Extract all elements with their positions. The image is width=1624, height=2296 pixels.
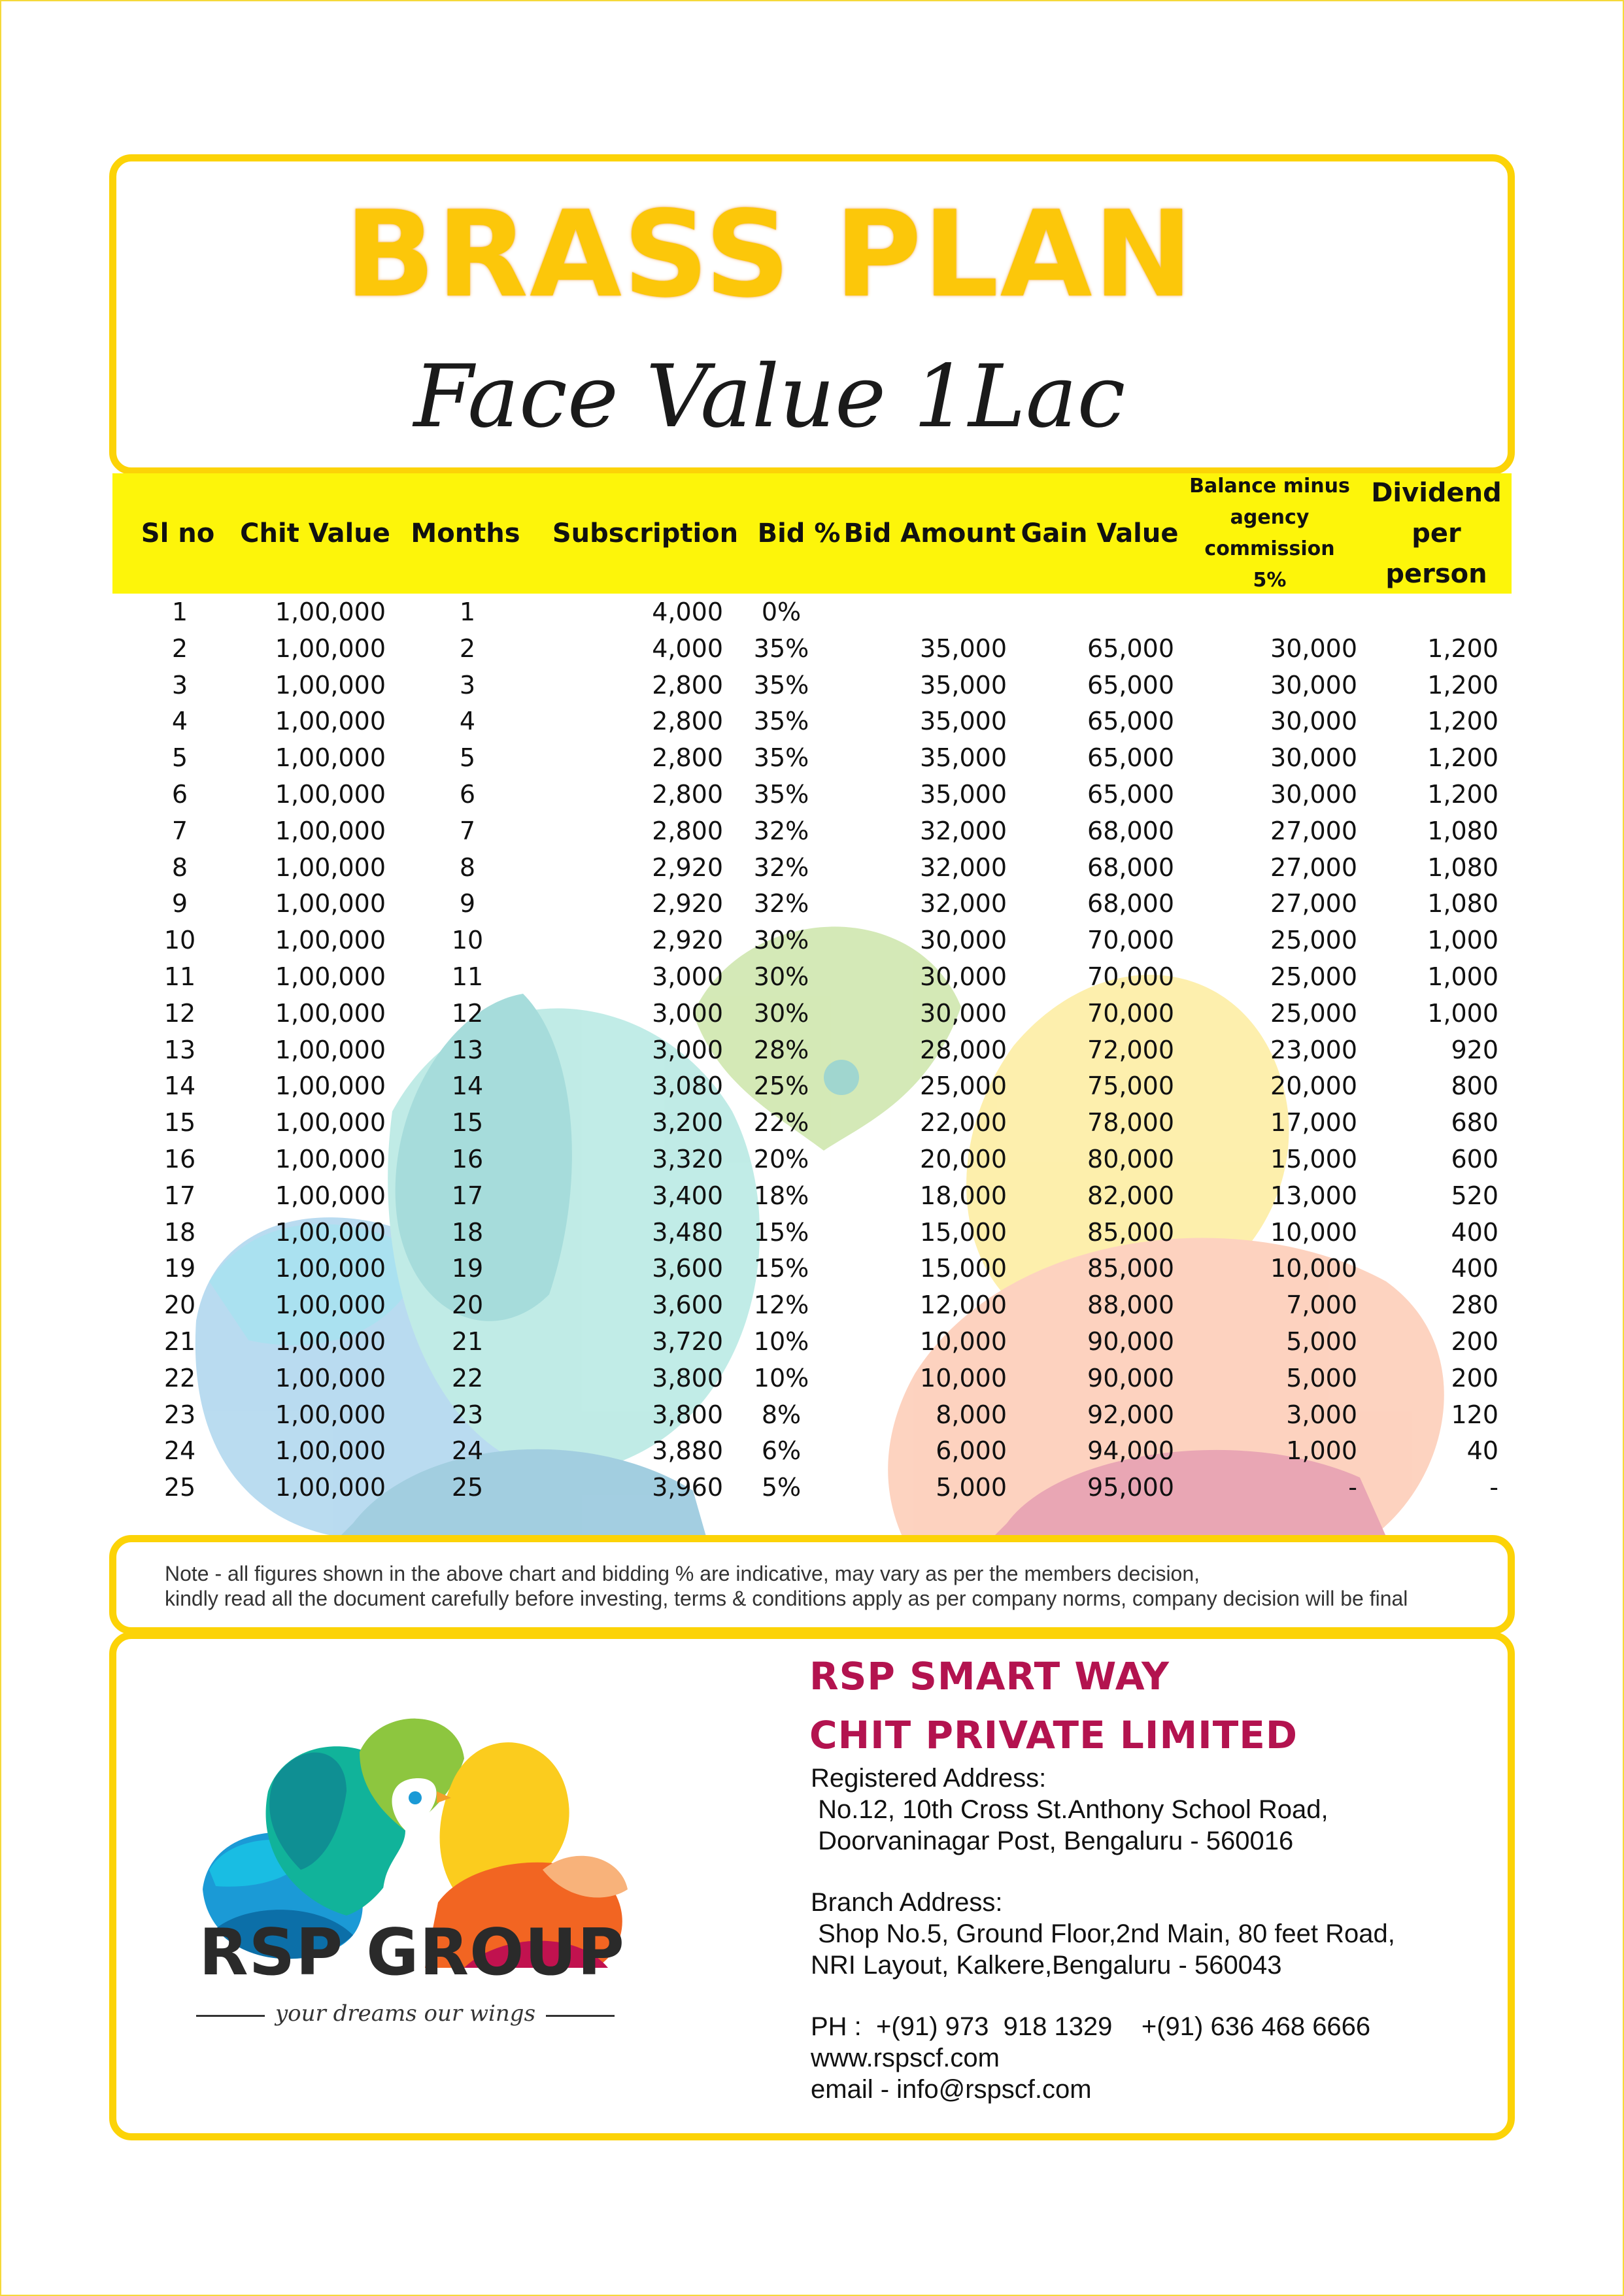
cell-bid-percent: 30% — [753, 926, 809, 955]
cell-gain-value: 90,000 — [1087, 1327, 1174, 1356]
cell-gain-value: 65,000 — [1087, 707, 1174, 736]
cell-sl-no: 16 — [163, 1145, 196, 1173]
table-row — [0, 1104, 1624, 1141]
cell-gain-value: 92,000 — [1087, 1400, 1174, 1429]
cell-months: 8 — [459, 853, 476, 882]
cell-bid-amount: 8,000 — [936, 1400, 1007, 1429]
cell-bid-amount: 32,000 — [920, 853, 1007, 882]
cell-bid-percent: 10% — [753, 1363, 809, 1393]
cell-sl-no: 15 — [163, 1108, 196, 1138]
website-link[interactable]: www.rspscf.com — [811, 2044, 1000, 2072]
cell-bid-amount: 25,000 — [920, 1072, 1007, 1101]
table-row — [0, 1469, 1624, 1506]
registered-address-line1: No.12, 10th Cross St.Anthony School Road, — [811, 1795, 1328, 1824]
logo-tagline-row — [196, 2001, 615, 2040]
cell-bid-percent: 5% — [761, 1473, 802, 1502]
cell-balance: 20,000 — [1270, 1072, 1357, 1101]
cell-dividend: 1,200 — [1427, 707, 1498, 736]
header-balance — [1185, 473, 1355, 594]
cell-chit-value: 1,00,000 — [275, 1436, 386, 1466]
cell-chit-value: 1,00,000 — [275, 816, 386, 845]
cell-chit-value: 1,00,000 — [275, 633, 386, 663]
cell-months: 16 — [451, 1145, 484, 1173]
note-line-2: kindly read all the document carefully before investing, terms & conditions apply as per company norms, company decision will be final — [165, 1587, 1408, 1610]
cell-bid-amount: 30,000 — [920, 998, 1007, 1028]
cell-months: 20 — [451, 1291, 484, 1320]
cell-subscription: 3,880 — [652, 1436, 723, 1466]
cell-gain-value: 70,000 — [1087, 962, 1174, 991]
cell-chit-value: 1,00,000 — [275, 1291, 386, 1320]
header-balance-line2: agency — [1230, 506, 1310, 529]
cell-sl-no: 8 — [171, 853, 188, 882]
cell-bid-percent: 10% — [753, 1327, 809, 1356]
cell-bid-amount: 35,000 — [920, 633, 1007, 663]
cell-sl-no: 3 — [171, 670, 188, 700]
cell-chit-value: 1,00,000 — [275, 1072, 386, 1101]
cell-sl-no: 6 — [171, 780, 188, 809]
phone-numbers: PH : +(91) 973 918 1329 +(91) 636 468 6666 — [811, 2012, 1371, 2041]
cell-sl-no: 4 — [171, 707, 188, 736]
cell-chit-value: 1,00,000 — [275, 707, 386, 736]
cell-subscription: 3,000 — [652, 962, 723, 991]
cell-gain-value: 65,000 — [1087, 743, 1174, 773]
cell-months: 7 — [459, 816, 476, 845]
table-row — [0, 1432, 1624, 1469]
cell-gain-value: 85,000 — [1087, 1217, 1174, 1247]
cell-months: 10 — [451, 926, 484, 955]
cell-sl-no: 23 — [163, 1400, 196, 1429]
cell-dividend: 1,200 — [1427, 633, 1498, 663]
table-header — [112, 473, 1512, 594]
cell-dividend: 1,000 — [1427, 962, 1498, 991]
cell-gain-value: 68,000 — [1087, 889, 1174, 919]
cell-dividend: 40 — [1466, 1436, 1498, 1466]
cell-bid-percent: 32% — [753, 816, 809, 845]
cell-subscription: 3,000 — [652, 1035, 723, 1064]
cell-balance — [1223, 594, 1357, 630]
cell-chit-value: 1,00,000 — [275, 1363, 386, 1393]
cell-gain-value: 82,000 — [1087, 1181, 1174, 1210]
cell-balance: 23,000 — [1270, 1035, 1357, 1064]
cell-months: 9 — [459, 889, 476, 919]
header-chit-value: Chit Value — [240, 518, 390, 549]
cell-bid-percent: 32% — [753, 853, 809, 882]
cell-chit-value: 1,00,000 — [275, 1217, 386, 1247]
cell-chit-value: 1,00,000 — [275, 1181, 386, 1210]
cell-balance: 30,000 — [1270, 743, 1357, 773]
cell-balance: 27,000 — [1270, 889, 1357, 919]
header-bid-percent: Bid % — [757, 518, 841, 549]
cell-dividend: 400 — [1451, 1217, 1498, 1247]
cell-months: 15 — [451, 1108, 484, 1138]
cell-balance: 25,000 — [1270, 998, 1357, 1028]
cell-chit-value: 1,00,000 — [275, 1473, 386, 1502]
table-row — [0, 1287, 1624, 1323]
cell-chit-value: 1,00,000 — [275, 743, 386, 773]
cell-balance: 3,000 — [1286, 1400, 1357, 1429]
cell-dividend: 1,080 — [1427, 889, 1498, 919]
cell-sl-no: 9 — [171, 889, 188, 919]
cell-bid-percent: 30% — [753, 998, 809, 1028]
cell-subscription: 3,800 — [652, 1400, 723, 1429]
cell-sl-no: 18 — [163, 1217, 196, 1247]
cell-subscription: 2,800 — [652, 743, 723, 773]
cell-bid-percent: 35% — [753, 780, 809, 809]
cell-subscription: 2,800 — [652, 780, 723, 809]
cell-balance: 10,000 — [1270, 1254, 1357, 1283]
cell-chit-value: 1,00,000 — [275, 598, 386, 626]
cell-months: 25 — [451, 1473, 484, 1502]
cell-bid-percent: 15% — [753, 1217, 809, 1247]
cell-bid-amount: 5,000 — [936, 1473, 1007, 1502]
cell-subscription: 3,600 — [652, 1291, 723, 1320]
cell-dividend: 1,080 — [1427, 853, 1498, 882]
cell-bid-percent: 15% — [753, 1254, 809, 1283]
cell-bid-amount: 35,000 — [920, 670, 1007, 700]
cell-subscription: 3,960 — [652, 1473, 723, 1502]
cell-months: 3 — [459, 670, 476, 700]
cell-balance: 30,000 — [1270, 780, 1357, 809]
cell-bid-amount: 10,000 — [920, 1363, 1007, 1393]
cell-gain-value: 70,000 — [1087, 998, 1174, 1028]
disclaimer-note — [165, 1561, 1485, 1611]
cell-months: 24 — [451, 1436, 484, 1466]
cell-gain-value: 68,000 — [1087, 853, 1174, 882]
table-row — [0, 1032, 1624, 1068]
tagline-rule-left — [196, 2015, 265, 2017]
table-row — [0, 849, 1624, 886]
cell-bid-percent: 20% — [753, 1145, 809, 1173]
cell-balance: 17,000 — [1270, 1108, 1357, 1138]
cell-months: 6 — [459, 780, 476, 809]
cell-chit-value: 1,00,000 — [275, 1327, 386, 1356]
table-row — [0, 922, 1624, 958]
cell-bid-amount: 35,000 — [920, 743, 1007, 773]
cell-sl-no: 25 — [163, 1473, 196, 1502]
cell-gain-value: 88,000 — [1087, 1291, 1174, 1320]
table-row — [0, 1323, 1624, 1360]
cell-balance: 25,000 — [1270, 926, 1357, 955]
cell-gain-value: 65,000 — [1087, 670, 1174, 700]
cell-months: 4 — [459, 707, 476, 736]
branch-address-line2: NRI Layout, Kalkere,Bengaluru - 560043 — [811, 1951, 1282, 1980]
cell-chit-value: 1,00,000 — [275, 1035, 386, 1064]
cell-dividend: 1,000 — [1427, 926, 1498, 955]
cell-gain-value: 65,000 — [1087, 633, 1174, 663]
cell-subscription: 3,800 — [652, 1363, 723, 1393]
cell-sl-no: 14 — [163, 1072, 196, 1101]
cell-subscription: 2,920 — [652, 926, 723, 955]
cell-dividend: 520 — [1451, 1181, 1498, 1210]
cell-balance: 15,000 — [1270, 1145, 1357, 1173]
cell-dividend: 1,200 — [1427, 743, 1498, 773]
cell-bid-percent: 8% — [761, 1400, 802, 1429]
cell-sl-no: 19 — [163, 1254, 196, 1283]
cell-chit-value: 1,00,000 — [275, 889, 386, 919]
table-row — [0, 1396, 1624, 1433]
cell-dividend: 800 — [1451, 1072, 1498, 1101]
table-row — [0, 958, 1624, 995]
cell-balance: 13,000 — [1270, 1181, 1357, 1210]
plan-title: BRASS PLAN — [345, 185, 1194, 324]
cell-chit-value: 1,00,000 — [275, 998, 386, 1028]
branch-address-line1: Shop No.5, Ground Floor,2nd Main, 80 feet Road, — [811, 1919, 1395, 1948]
cell-dividend: 600 — [1451, 1145, 1498, 1173]
cell-gain-value: 95,000 — [1087, 1473, 1174, 1502]
cell-sl-no: 22 — [163, 1363, 196, 1393]
cell-bid-percent: 6% — [761, 1436, 802, 1466]
cell-bid-amount: 15,000 — [920, 1217, 1007, 1247]
cell-months: 19 — [451, 1254, 484, 1283]
cell-months: 18 — [451, 1217, 484, 1247]
table-row — [0, 1250, 1624, 1287]
cell-balance: 30,000 — [1270, 670, 1357, 700]
cell-bid-percent: 22% — [753, 1108, 809, 1138]
cell-bid-amount: 35,000 — [920, 707, 1007, 736]
cell-gain-value: 94,000 — [1087, 1436, 1174, 1466]
face-value-subtitle: Face Value 1Lac — [413, 346, 1126, 447]
cell-sl-no: 17 — [163, 1181, 196, 1210]
cell-subscription: 4,000 — [652, 598, 723, 626]
header-dividend-line3: person — [1385, 559, 1487, 589]
cell-subscription: 3,720 — [652, 1327, 723, 1356]
cell-balance: 27,000 — [1270, 816, 1357, 845]
cell-gain-value: 90,000 — [1087, 1363, 1174, 1393]
cell-chit-value: 1,00,000 — [275, 1145, 386, 1173]
cell-dividend: - — [1489, 1473, 1498, 1502]
cell-chit-value: 1,00,000 — [275, 1108, 386, 1138]
table-row — [0, 813, 1624, 849]
cell-months: 5 — [459, 743, 476, 773]
cell-bid-amount — [876, 594, 1007, 630]
cell-balance: 25,000 — [1270, 962, 1357, 991]
cell-dividend: 920 — [1451, 1035, 1498, 1064]
cell-sl-no: 21 — [163, 1327, 196, 1356]
cell-sl-no: 10 — [163, 926, 196, 955]
email-link[interactable]: email - info@rspscf.com — [811, 2075, 1092, 2104]
header-months: Months — [411, 518, 520, 549]
cell-gain-value: 78,000 — [1087, 1108, 1174, 1138]
header-bid-amount: Bid Amount — [843, 518, 1016, 549]
table-row — [0, 1360, 1624, 1396]
cell-bid-percent: 0% — [761, 598, 802, 626]
cell-gain-value: 80,000 — [1087, 1145, 1174, 1173]
cell-bid-amount: 30,000 — [920, 926, 1007, 955]
table-row — [0, 594, 1624, 630]
cell-subscription: 3,600 — [652, 1254, 723, 1283]
cell-chit-value: 1,00,000 — [275, 853, 386, 882]
cell-gain-value: 65,000 — [1087, 780, 1174, 809]
cell-bid-percent: 35% — [753, 670, 809, 700]
cell-dividend: 1,080 — [1427, 816, 1498, 845]
registered-address-label: Registered Address: — [811, 1764, 1047, 1793]
table-row — [0, 885, 1624, 922]
cell-gain-value: 85,000 — [1087, 1254, 1174, 1283]
cell-months: 14 — [451, 1072, 484, 1101]
table-row — [0, 1177, 1624, 1214]
cell-bid-amount: 6,000 — [936, 1436, 1007, 1466]
cell-dividend: 280 — [1451, 1291, 1498, 1320]
table-row — [0, 1141, 1624, 1177]
cell-chit-value: 1,00,000 — [275, 1254, 386, 1283]
header-dividend-line2: per — [1412, 518, 1461, 549]
header-subscription: Subscription — [552, 518, 739, 549]
table-row — [0, 995, 1624, 1032]
table-row — [0, 776, 1624, 813]
cell-months: 12 — [451, 998, 484, 1028]
logo-wordmark: RSP GROUP — [199, 1916, 625, 1990]
cell-bid-amount: 28,000 — [920, 1035, 1007, 1064]
cell-bid-percent: 35% — [753, 633, 809, 663]
table-row — [0, 667, 1624, 703]
cell-bid-amount: 15,000 — [920, 1254, 1007, 1283]
cell-dividend: 680 — [1451, 1108, 1498, 1138]
cell-subscription: 3,320 — [652, 1145, 723, 1173]
cell-bid-amount: 18,000 — [920, 1181, 1007, 1210]
cell-months: 21 — [451, 1327, 484, 1356]
table-row — [0, 1214, 1624, 1251]
cell-months: 22 — [451, 1363, 484, 1393]
cell-bid-percent: 32% — [753, 889, 809, 919]
cell-months: 13 — [451, 1035, 484, 1064]
cell-gain-value: 70,000 — [1087, 926, 1174, 955]
cell-months: 23 — [451, 1400, 484, 1429]
header-dividend — [1368, 473, 1505, 594]
cell-bid-amount: 30,000 — [920, 962, 1007, 991]
cell-gain-value: 75,000 — [1087, 1072, 1174, 1101]
cell-chit-value: 1,00,000 — [275, 926, 386, 955]
cell-subscription: 3,080 — [652, 1072, 723, 1101]
table-row — [0, 630, 1624, 667]
cell-months: 2 — [459, 633, 476, 663]
cell-subscription: 2,920 — [652, 853, 723, 882]
cell-balance: 27,000 — [1270, 853, 1357, 882]
cell-chit-value: 1,00,000 — [275, 1400, 386, 1429]
cell-sl-no: 12 — [163, 998, 196, 1028]
cell-balance: 30,000 — [1270, 707, 1357, 736]
cell-chit-value: 1,00,000 — [275, 670, 386, 700]
cell-balance: - — [1348, 1473, 1357, 1502]
cell-sl-no: 20 — [163, 1291, 196, 1320]
cell-sl-no: 11 — [163, 962, 196, 991]
cell-bid-percent: 25% — [753, 1072, 809, 1101]
company-name-line1: RSP SMART WAY — [809, 1654, 1170, 1698]
header-gain-value: Gain Value — [1021, 518, 1179, 549]
cell-balance: 5,000 — [1286, 1327, 1357, 1356]
cell-dividend: 1,000 — [1427, 998, 1498, 1028]
cell-balance: 30,000 — [1270, 633, 1357, 663]
cell-sl-no: 1 — [171, 598, 188, 626]
cell-dividend: 200 — [1451, 1327, 1498, 1356]
header-balance-line1: Balance minus — [1189, 475, 1350, 498]
cell-dividend: 1,200 — [1427, 780, 1498, 809]
note-line-1: Note - all figures shown in the above chart and bidding % are indicative, may vary as per the members decision, — [165, 1562, 1200, 1585]
cell-subscription: 3,200 — [652, 1108, 723, 1138]
header-sl-no: Sl no — [141, 518, 215, 549]
table-row — [0, 1068, 1624, 1104]
cell-chit-value: 1,00,000 — [275, 962, 386, 991]
cell-subscription: 4,000 — [652, 633, 723, 663]
cell-bid-percent: 18% — [753, 1181, 809, 1210]
cell-sl-no: 5 — [171, 743, 188, 773]
cell-gain-value: 72,000 — [1087, 1035, 1174, 1064]
cell-bid-amount: 32,000 — [920, 889, 1007, 919]
logo-tagline: your dreams our wings — [275, 2001, 536, 2027]
cell-sl-no: 24 — [163, 1436, 196, 1466]
cell-bid-percent: 35% — [753, 743, 809, 773]
cell-sl-no: 13 — [163, 1035, 196, 1064]
cell-bid-amount: 22,000 — [920, 1108, 1007, 1138]
cell-subscription: 3,000 — [652, 998, 723, 1028]
cell-bid-amount: 10,000 — [920, 1327, 1007, 1356]
cell-subscription: 3,480 — [652, 1217, 723, 1247]
cell-balance: 1,000 — [1286, 1436, 1357, 1466]
registered-address-line2: Doorvaninagar Post, Bengaluru - 560016 — [811, 1827, 1294, 1855]
cell-dividend — [1390, 594, 1498, 630]
table-row — [0, 739, 1624, 776]
cell-sl-no: 2 — [171, 633, 188, 663]
cell-gain-value — [1046, 594, 1174, 630]
cell-dividend: 200 — [1451, 1363, 1498, 1393]
table-row — [0, 703, 1624, 739]
cell-balance: 7,000 — [1286, 1291, 1357, 1320]
cell-bid-percent: 30% — [753, 962, 809, 991]
cell-subscription: 2,800 — [652, 707, 723, 736]
branch-address-label: Branch Address: — [811, 1888, 1003, 1917]
header-balance-line3: commission 5% — [1204, 537, 1335, 592]
cell-subscription: 2,800 — [652, 816, 723, 845]
cell-balance: 5,000 — [1286, 1363, 1357, 1393]
cell-sl-no: 7 — [171, 816, 188, 845]
cell-bid-amount: 32,000 — [920, 816, 1007, 845]
cell-dividend: 120 — [1451, 1400, 1498, 1429]
cell-subscription: 3,400 — [652, 1181, 723, 1210]
cell-bid-amount: 20,000 — [920, 1145, 1007, 1173]
header-dividend-line1: Dividend — [1371, 478, 1502, 508]
cell-bid-amount: 12,000 — [920, 1291, 1007, 1320]
tagline-rule-right — [546, 2015, 615, 2017]
cell-bid-amount: 35,000 — [920, 780, 1007, 809]
cell-gain-value: 68,000 — [1087, 816, 1174, 845]
cell-bid-percent: 12% — [753, 1291, 809, 1320]
cell-bid-percent: 35% — [753, 707, 809, 736]
cell-subscription: 2,800 — [652, 670, 723, 700]
cell-months: 1 — [459, 598, 476, 626]
company-name-line2: CHIT PRIVATE LIMITED — [809, 1713, 1298, 1757]
cell-dividend: 1,200 — [1427, 670, 1498, 700]
cell-dividend: 400 — [1451, 1254, 1498, 1283]
cell-months: 17 — [451, 1181, 484, 1210]
cell-balance: 10,000 — [1270, 1217, 1357, 1247]
cell-chit-value: 1,00,000 — [275, 780, 386, 809]
cell-bid-percent: 28% — [753, 1035, 809, 1064]
cell-subscription: 2,920 — [652, 889, 723, 919]
cell-months: 11 — [451, 962, 484, 991]
